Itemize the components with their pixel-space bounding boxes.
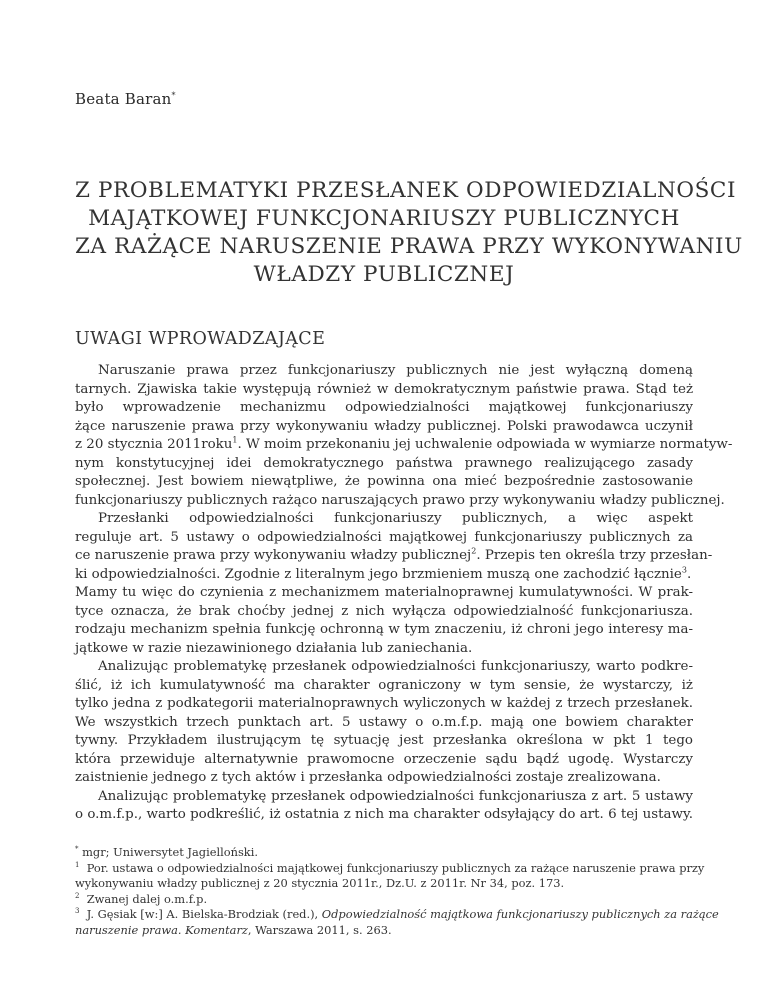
body-text-segment: . Przepis ten określa trzy przesłan- [476, 548, 713, 563]
body-line: która przewiduje alternatywnie prawomocne orzeczenie sądu bądź ugodę. Wystarczy [75, 751, 693, 767]
title-line: ZA RAŻĄCE NARUSZENIE PRAWA PRZY WYKONYWANIU [75, 234, 743, 259]
body-line: jątkowe w razie niezawinionego działania lub zaniechania. [75, 640, 473, 656]
author-footnote-marker: * [171, 91, 176, 100]
body-line: Analizując problematykę przesłanek odpowiedzialności funkcjonariuszy, warto podkre- [98, 659, 693, 674]
body-text-segment: . [686, 566, 692, 582]
footnote-3 [75, 907, 719, 923]
title-line: WŁADZY PUBLICZNEJ [253, 262, 515, 287]
footnotes [75, 845, 719, 939]
footnote-1 [75, 860, 705, 877]
footnote-text: mgr; Uniwersytet Jagielloński. [82, 845, 258, 859]
body-line: żące naruszenie prawa przy wykonywaniu władzy publicznej. Polski prawodawca uczynił [75, 418, 693, 434]
author-line [75, 90, 176, 108]
footnote-marker: 3 [75, 907, 80, 916]
title-line: MAJĄTKOWEJ FUNKCJONARIUSZY PUBLICZNYCH [88, 206, 680, 231]
title-line: Z PROBLEMATYKI PRZESŁANEK ODPOWIEDZIALNOŚCI [75, 178, 737, 203]
body-line: było wprowadzenie mechanizmu odpowiedzialności majątkowej funkcjonariuszy [75, 400, 693, 415]
footnote-ref-3: 3 [681, 565, 687, 575]
body-text-segment: ki odpowiedzialności. Zgodnie z literalnym jego brzmieniem muszą one zachodzić łącznie [75, 566, 682, 582]
body-text-segment: z 20 stycznia 2011roku [75, 437, 233, 452]
body-line: tylko jedna z podkategorii materialnoprawnych wyliczonych w każdej z trzech przesłanek. [75, 696, 693, 711]
footnote-ref-1: 1 [232, 435, 238, 445]
body-line: Analizując problematykę przesłanek odpowiedzialności funkcjonariusza z art. 5 ustawy [98, 788, 693, 804]
section-heading: UWAGI WPROWADZAJĄCE [75, 329, 326, 349]
body-line: rodzaju mechanizm spełnia funkcję ochronną w tym znaczeniu, iż chroni jego interesy ma- [75, 622, 693, 637]
footnote-marker: * [75, 845, 79, 854]
body-line: o o.m.f.p., warto podkreślić, iż ostatnia z nich ma charakter odsyłający do art. 6 tej ustawy. [75, 807, 693, 822]
body-text [75, 362, 733, 825]
body-text-segment: ce naruszenie prawa przy wykonywaniu władzy publicznej [75, 548, 472, 563]
body-line: nym konstytucyjnej idei demokratycznego państwa prawnego realizującego zasady [75, 455, 693, 471]
footnote-ref-2: 2 [471, 546, 477, 556]
footnote-text: Zwanej dalej o.m.f.p. [86, 891, 208, 906]
author-name: Beata Baran [75, 90, 172, 108]
article-title [75, 177, 743, 289]
body-line: reguluje art. 5 ustawy o odpowiedzialności majątkowej funkcjonariuszy publicznych za [75, 529, 693, 545]
footnote-author [75, 845, 693, 861]
body-line: tywny. Przykładem ilustrującym tę sytuację jest przesłanka określona w pkt 1 tego [75, 733, 693, 748]
footnote-italic-title: Odpowiedzialność majątkowa funkcjonariuszy publicznych za rażące [321, 907, 719, 922]
body-line: Mamy tu więc do czynienia z mechanizmem materialnoprawnej kumulatywności. W prak- [75, 585, 693, 600]
footnote-3-continuation [75, 923, 693, 939]
body-line: funkcjonariuszy publicznych rażąco naruszających prawo przy wykonywaniu władzy publicznej. [75, 492, 725, 508]
body-line [75, 566, 693, 585]
body-line: tyce oznacza, że brak choćby jednej z nich wyłącza odpowiedzialność funkcjonariusza. [75, 603, 693, 619]
footnote-text: J. Gęsiak [w:] A. Bielska-Brodziak (red.), [86, 907, 319, 922]
body-line: ślić, iż ich kumulatywność ma charakter ograniczony w tym sensie, że wystarczy, iż [75, 677, 693, 693]
footnote-text: Por. ustawa o odpowiedzialności majątkowej funkcjonariuszy publicznych za rażące naruszenie prawa przy [86, 860, 705, 875]
body-line: zaistnienie jednego z tych aktów i przesłanka odpowiedzialności zostaje zrealizowana. [75, 770, 661, 785]
body-line: Przesłanki odpowiedzialności funkcjonariuszy publicznych, a więc aspekt [98, 511, 693, 526]
footnote-2 [75, 892, 693, 908]
body-line: społecznej. Jest bowiem niewątpliwe, że powinna ona mieć bezpośrednie zastosowanie [75, 474, 693, 489]
footnote-1-continuation: wykonywaniu władzy publicznej z 20 stycznia 2011r., Dz.U. z 2011r. Nr 34, poz. 173. [75, 876, 565, 891]
body-line: Naruszanie prawa przez funkcjonariuszy publicznych nie jest wyłączną domeną [98, 363, 693, 378]
body-line: We wszystkich trzech punktach art. 5 ustawy o o.m.f.p. mają one bowiem charakter [75, 714, 693, 730]
footnote-italic-title: naruszenie prawa. Komentarz [75, 922, 248, 937]
footnote-text: , Warszawa 2011, s. 263. [247, 922, 392, 937]
footnote-marker: 2 [75, 891, 80, 900]
footnote-marker: 1 [75, 860, 80, 869]
body-line: tarnych. Zjawiska takie występują również w demokratycznym państwie prawa. Stąd też [75, 381, 693, 397]
body-text-segment: . W moim przekonaniu jej uchwalenie odpowiada w wymiarze normatyw- [237, 437, 733, 452]
body-line [75, 546, 713, 566]
body-line [75, 435, 733, 455]
